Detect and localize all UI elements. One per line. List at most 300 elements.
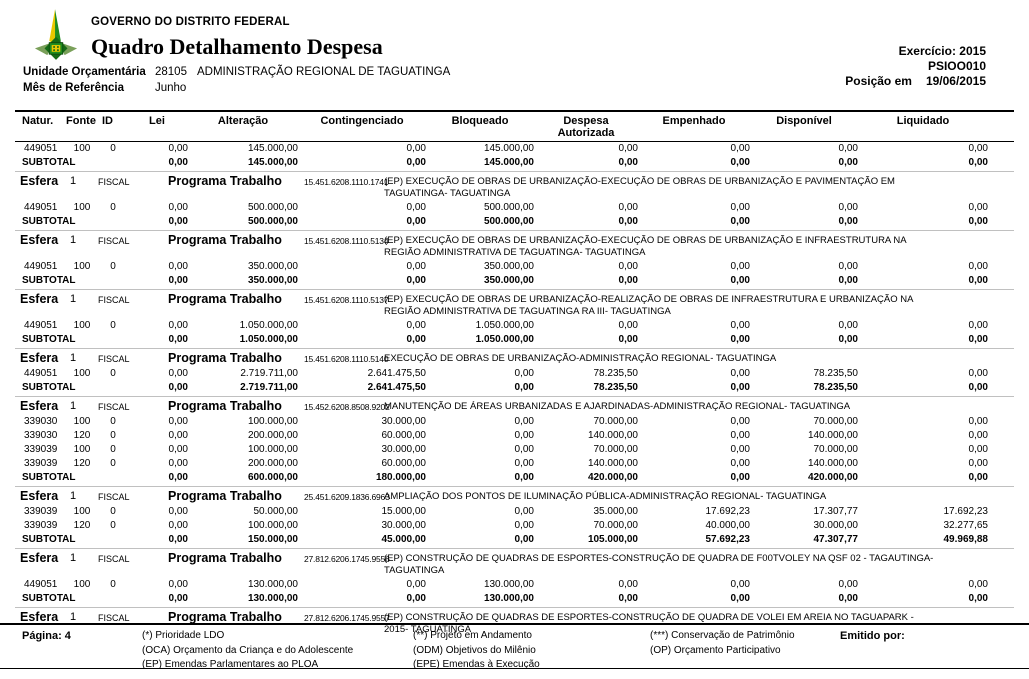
cell-value: 0,00 (838, 216, 858, 228)
col-header-despesa-autorizada: Despesa Autorizada (557, 115, 615, 139)
cell-value: 0,00 (168, 261, 188, 273)
esfera-row (15, 348, 1014, 367)
cell-value: 0,00 (168, 143, 188, 155)
exercicio-value: Exercício: 2015 (898, 44, 986, 58)
table-row (15, 429, 1014, 443)
legend-item: (OP) Orçamento Participativo (650, 644, 781, 656)
table-row (15, 519, 1014, 533)
cell-value: 70.000,00 (813, 416, 858, 428)
subtotal-label: SUBTOTAL (22, 534, 76, 546)
mes-label: Mês de Referência (23, 82, 124, 94)
esfera-type: FISCAL (98, 354, 130, 364)
cell-value: 0,00 (730, 593, 750, 605)
cell-value: 0,00 (968, 472, 988, 484)
cell-value: 0,00 (406, 593, 426, 605)
cell-value: 0,00 (838, 579, 858, 591)
programa-trabalho-description: (EP) EXECUÇÃO DE OBRAS DE URBANIZAÇÃO-REALIZAÇÃO DE OBRAS DE INFRAESTRUTURA E URBANIZAÇÃO NA REGIÃO ADMINISTRATIVA DE TAGUATINGA RA III- TAGUATINGA (384, 294, 913, 317)
programa-trabalho-label: Programa Trabalho (168, 174, 282, 188)
cell-value: 70.000,00 (593, 520, 638, 532)
cell-value: 0,00 (168, 216, 188, 228)
subtotal-row (15, 215, 1014, 229)
cell-value: 0,00 (968, 593, 988, 605)
cell-value: 140.000,00 (587, 458, 638, 470)
cell-value: 140.000,00 (587, 430, 638, 442)
subtotal-label: SUBTOTAL (22, 334, 76, 346)
posicao-value: 19/06/2015 (925, 74, 986, 88)
cell-value: 0,00 (618, 143, 638, 155)
programa-trabalho-description: MANUTENÇÃO DE ÁREAS URBANIZADAS E AJARDINADAS-ADMINISTRAÇÃO REGIONAL- TAGUATINGA (384, 401, 851, 412)
cell-id: 0 (110, 320, 116, 332)
unidade-label: Unidade Orçamentária (23, 66, 146, 78)
cell-value: 0,00 (730, 472, 750, 484)
cell-value: 420.000,00 (587, 472, 638, 484)
esfera-number: 1 (70, 611, 77, 623)
cell-value: 145.000,00 (483, 143, 534, 155)
cell-id: 0 (110, 202, 116, 214)
cell-value: 0,00 (406, 202, 426, 214)
esfera-row (15, 486, 1014, 505)
legend-column-1 (142, 629, 353, 673)
programa-trabalho-label: Programa Trabalho (168, 399, 282, 413)
cell-natur: 449051 (24, 368, 58, 380)
cell-value: 0,00 (968, 320, 988, 332)
legend-column-2 (413, 629, 540, 673)
cell-value: 0,00 (406, 216, 426, 228)
cell-value: 78.235,50 (593, 368, 638, 380)
cell-natur: 449051 (24, 202, 58, 214)
cell-value: 57.692,23 (705, 534, 750, 546)
cell-value: 180.000,00 (375, 472, 426, 484)
programa-trabalho-label: Programa Trabalho (168, 351, 282, 365)
programa-trabalho-label: Programa Trabalho (168, 610, 282, 624)
cell-value: 0,00 (968, 275, 988, 287)
programa-trabalho-code: 25.451.6209.1836.6963 (304, 492, 390, 502)
cell-value: 49.969,88 (943, 534, 988, 546)
cell-fonte: 120 (73, 458, 91, 470)
cell-value: 0,00 (168, 382, 188, 394)
cell-value: 0,00 (514, 458, 534, 470)
unidade-name: ADMINISTRAÇÃO REGIONAL DE TAGUATINGA (197, 66, 451, 78)
cell-value: 0,00 (838, 202, 858, 214)
cell-value: 1.050.000,00 (239, 320, 298, 332)
esfera-label: Esfera (20, 351, 59, 365)
report-header (15, 0, 1014, 112)
subtotal-label: SUBTOTAL (22, 216, 76, 228)
cell-value: 78.235,50 (813, 382, 858, 394)
esfera-row (15, 396, 1014, 415)
esfera-type: FISCAL (98, 554, 130, 564)
programa-trabalho-description: EXECUÇÃO DE OBRAS DE URBANIZAÇÃO-ADMINISTRAÇÃO REGIONAL- TAGUATINGA (384, 353, 777, 364)
cell-value: 0,00 (968, 382, 988, 394)
cell-value: 0,00 (730, 320, 750, 332)
table-header-row (15, 112, 1014, 142)
cell-value: 17.692,23 (943, 506, 988, 518)
gdf-coat-of-arms-icon (33, 8, 79, 62)
cell-value: 0,00 (618, 261, 638, 273)
cell-value: 500.000,00 (483, 216, 534, 228)
subtotal-label: SUBTOTAL (22, 382, 76, 394)
esfera-type: FISCAL (98, 295, 130, 305)
cell-value: 0,00 (168, 444, 188, 456)
esfera-row (15, 548, 1014, 578)
cell-value: 145.000,00 (247, 157, 298, 169)
cell-value: 350.000,00 (247, 275, 298, 287)
programa-trabalho-label: Programa Trabalho (168, 292, 282, 306)
cell-natur: 339039 (24, 444, 58, 456)
cell-id: 0 (110, 143, 116, 155)
cell-value: 47.307,77 (813, 534, 858, 546)
cell-value: 78.235,50 (813, 368, 858, 380)
cell-value: 60.000,00 (381, 430, 426, 442)
subtotal-row (15, 592, 1014, 606)
cell-id: 0 (110, 579, 116, 591)
cell-value: 0,00 (514, 520, 534, 532)
cell-value: 0,00 (168, 430, 188, 442)
cell-value: 0,00 (838, 261, 858, 273)
brand-text (91, 8, 383, 60)
esfera-type: FISCAL (98, 236, 130, 246)
cell-id: 0 (110, 520, 116, 532)
cell-fonte: 100 (73, 506, 91, 518)
cell-id: 0 (110, 261, 116, 273)
cell-value: 2.719.711,00 (240, 382, 298, 394)
cell-value: 0,00 (730, 579, 750, 591)
cell-value: 0,00 (730, 143, 750, 155)
cell-value: 0,00 (838, 143, 858, 155)
cell-value: 70.000,00 (593, 416, 638, 428)
table-body (15, 142, 1014, 637)
cell-value: 0,00 (968, 458, 988, 470)
cell-value: 600.000,00 (247, 472, 298, 484)
cell-natur: 449051 (24, 320, 58, 332)
cell-value: 0,00 (618, 202, 638, 214)
cell-value: 0,00 (168, 320, 188, 332)
cell-value: 350.000,00 (483, 275, 534, 287)
cell-fonte: 100 (73, 320, 91, 332)
cell-value: 0,00 (168, 472, 188, 484)
programa-trabalho-code: 15.451.6208.1110.5140 (304, 354, 389, 364)
pagina-value: 4 (64, 630, 71, 642)
cell-value: 0,00 (838, 320, 858, 332)
cell-fonte: 100 (73, 143, 91, 155)
programa-trabalho-code: 15.452.6208.8508.9202 (304, 402, 390, 412)
cell-value: 0,00 (968, 202, 988, 214)
legend-column-3 (650, 629, 795, 658)
table-row (15, 415, 1014, 429)
col-header-alteracao: Alteração (217, 115, 269, 127)
esfera-label: Esfera (20, 489, 59, 503)
cell-value: 0,00 (514, 416, 534, 428)
cell-value: 0,00 (168, 416, 188, 428)
cell-value: 130.000,00 (247, 593, 298, 605)
esfera-row (15, 230, 1014, 260)
cell-value: 0,00 (838, 275, 858, 287)
cell-value: 0,00 (168, 275, 188, 287)
programa-trabalho-code: 27.812.6206.1745.9557 (304, 613, 390, 623)
cell-natur: 339039 (24, 520, 58, 532)
cell-value: 500.000,00 (247, 202, 298, 214)
cell-value: 15.000,00 (381, 506, 426, 518)
cell-value: 0,00 (968, 261, 988, 273)
cell-value: 0,00 (730, 444, 750, 456)
table-row (15, 578, 1014, 592)
programa-trabalho-description: (EP) EXECUÇÃO DE OBRAS DE URBANIZAÇÃO-EXECUÇÃO DE OBRAS DE URBANIZAÇÃO E PAVIMENTAÇÃO EM TAGUATINGA- TAGUATINGA (384, 176, 895, 199)
subtotal-label: SUBTOTAL (22, 275, 76, 287)
cell-value: 0,00 (618, 216, 638, 228)
table-row (15, 457, 1014, 471)
cell-value: 30.000,00 (381, 416, 426, 428)
cell-value: 0,00 (406, 157, 426, 169)
cell-fonte: 100 (73, 416, 91, 428)
cell-fonte: 100 (73, 202, 91, 214)
cell-value: 0,00 (730, 368, 750, 380)
cell-value: 0,00 (406, 143, 426, 155)
cell-value: 40.000,00 (705, 520, 750, 532)
programa-trabalho-code: 15.451.6208.1110.1741 (304, 177, 389, 187)
cell-value: 2.719.711,00 (240, 368, 298, 380)
report-code: PSIOO010 (927, 59, 986, 73)
cell-value: 0,00 (514, 444, 534, 456)
cell-value: 0,00 (514, 472, 534, 484)
cell-value: 0,00 (618, 334, 638, 346)
legend-item: (**) Projeto em Andamento (413, 630, 532, 641)
posicao-line (845, 74, 986, 89)
cell-value: 30.000,00 (813, 520, 858, 532)
cell-natur: 339039 (24, 506, 58, 518)
cell-value: 0,00 (968, 157, 988, 169)
cell-value: 0,00 (168, 506, 188, 518)
esfera-label: Esfera (20, 292, 59, 306)
cell-natur: 339039 (24, 458, 58, 470)
esfera-number: 1 (70, 490, 77, 502)
cell-value: 0,00 (730, 216, 750, 228)
cell-natur: 339030 (24, 430, 58, 442)
cell-value: 100.000,00 (247, 444, 298, 456)
subtotal-row (15, 156, 1014, 170)
col-header-lei: Lei (149, 115, 165, 127)
cell-value: 1.050.000,00 (239, 334, 298, 346)
esfera-number: 1 (70, 352, 77, 364)
esfera-type: FISCAL (98, 177, 130, 187)
page-title: Quadro Detalhamento Despesa (91, 34, 383, 59)
cell-value: 0,00 (514, 430, 534, 442)
col-header-fonte: Fonte (66, 115, 96, 127)
col-header-liquidado: Liquidado (896, 115, 950, 127)
cell-natur: 339030 (24, 416, 58, 428)
cell-value: 78.235,50 (593, 382, 638, 394)
cell-value: 0,00 (618, 157, 638, 169)
cell-value: 0,00 (514, 382, 534, 394)
legend-item: (***) Conservação de Patrimônio (650, 630, 795, 641)
legend-item: (*) Prioridade LDO (142, 630, 225, 641)
esfera-number: 1 (70, 552, 77, 564)
cell-value: 150.000,00 (247, 534, 298, 546)
header-right-info (845, 44, 986, 89)
col-header-contingenciado: Contingenciado (320, 115, 404, 127)
cell-value: 140.000,00 (807, 458, 858, 470)
legend-item: (OCA) Orçamento da Criança e do Adolescente (142, 644, 354, 656)
legend-item: (ODM) Objetivos do Milênio (413, 644, 536, 656)
cell-value: 0,00 (168, 334, 188, 346)
cell-value: 500.000,00 (483, 202, 534, 214)
programa-trabalho-code: 15.451.6208.1110.5134 (304, 236, 389, 246)
esfera-number: 1 (70, 293, 77, 305)
table-row (15, 142, 1014, 156)
programa-trabalho-description: (EP) EXECUÇÃO DE OBRAS DE URBANIZAÇÃO-EXECUÇÃO DE OBRAS DE URBANIZAÇÃO E INFRAESTRUTURA NA REGIÃO ADMINISTRATIVA DE TAGUATINGA- TAGUATINGA (384, 235, 907, 258)
subtotal-row (15, 471, 1014, 485)
cell-value: 350.000,00 (483, 261, 534, 273)
programa-trabalho-code: 15.451.6208.1110.5137 (304, 295, 389, 305)
col-header-disponivel: Disponível (776, 115, 832, 127)
esfera-type: FISCAL (98, 492, 130, 502)
cell-value: 0,00 (968, 143, 988, 155)
cell-value: 1.050.000,00 (475, 334, 534, 346)
col-header-empenhado: Empenhado (662, 115, 726, 127)
cell-value: 0,00 (968, 368, 988, 380)
cell-value: 140.000,00 (807, 430, 858, 442)
esfera-row (15, 171, 1014, 201)
cell-value: 17.307,77 (813, 506, 858, 518)
esfera-label: Esfera (20, 610, 59, 624)
cell-value: 0,00 (968, 334, 988, 346)
programa-trabalho-code: 27.812.6206.1745.9556 (304, 554, 390, 564)
subtotal-label: SUBTOTAL (22, 472, 76, 484)
esfera-type: FISCAL (98, 402, 130, 412)
col-header-id: ID (102, 115, 113, 127)
cell-value: 0,00 (730, 416, 750, 428)
cell-value: 0,00 (406, 320, 426, 332)
programa-trabalho-label: Programa Trabalho (168, 489, 282, 503)
cell-value: 0,00 (514, 534, 534, 546)
cell-value: 200.000,00 (247, 458, 298, 470)
cell-id: 0 (110, 506, 116, 518)
cell-id: 0 (110, 444, 116, 456)
cell-value: 0,00 (730, 458, 750, 470)
cell-value: 0,00 (168, 579, 188, 591)
cell-value: 130.000,00 (247, 579, 298, 591)
table-row (15, 260, 1014, 274)
cell-value: 145.000,00 (247, 143, 298, 155)
cell-value: 420.000,00 (807, 472, 858, 484)
unidade-code: 28105 (155, 66, 187, 78)
programa-trabalho-label: Programa Trabalho (168, 233, 282, 247)
cell-id: 0 (110, 430, 116, 442)
cell-id: 0 (110, 416, 116, 428)
col-header-natur: Natur. (22, 115, 54, 127)
cell-value: 0,00 (838, 334, 858, 346)
cell-value: 2.641.475,50 (367, 368, 426, 380)
government-name: GOVERNO DO DISTRITO FEDERAL (91, 16, 290, 28)
cell-value: 0,00 (618, 579, 638, 591)
subtotal-label: SUBTOTAL (22, 157, 76, 169)
cell-value: 45.000,00 (381, 534, 426, 546)
report-footer (0, 623, 1029, 669)
cell-value: 0,00 (968, 216, 988, 228)
cell-value: 350.000,00 (247, 261, 298, 273)
cell-value: 1.050.000,00 (475, 320, 534, 332)
cell-value: 35.000,00 (593, 506, 638, 518)
esfera-label: Esfera (20, 174, 59, 188)
cell-value: 100.000,00 (247, 520, 298, 532)
cell-value: 70.000,00 (813, 444, 858, 456)
cell-value: 0,00 (968, 416, 988, 428)
cell-fonte: 100 (73, 368, 91, 380)
cell-value: 30.000,00 (381, 444, 426, 456)
table-row (15, 201, 1014, 215)
esfera-label: Esfera (20, 551, 59, 565)
cell-value: 200.000,00 (247, 430, 298, 442)
cell-value: 100.000,00 (247, 416, 298, 428)
cell-value: 0,00 (838, 157, 858, 169)
cell-value: 0,00 (406, 579, 426, 591)
cell-value: 0,00 (618, 275, 638, 287)
esfera-label: Esfera (20, 233, 59, 247)
table-row (15, 367, 1014, 381)
cell-value: 0,00 (406, 261, 426, 273)
cell-value: 60.000,00 (381, 458, 426, 470)
table-row (15, 319, 1014, 333)
cell-id: 0 (110, 458, 116, 470)
esfera-row (15, 289, 1014, 319)
cell-value: 0,00 (730, 202, 750, 214)
cell-value: 0,00 (730, 382, 750, 394)
col-header-bloqueado: Bloqueado (451, 115, 509, 127)
cell-natur: 449051 (24, 261, 58, 273)
table-row (15, 443, 1014, 457)
cell-value: 0,00 (168, 458, 188, 470)
cell-value: 50.000,00 (253, 506, 298, 518)
esfera-number: 1 (70, 400, 77, 412)
programa-trabalho-label: Programa Trabalho (168, 551, 282, 565)
cell-value: 500.000,00 (247, 216, 298, 228)
emitido-por-label: Emitido por: (840, 630, 905, 642)
mes-value: Junho (155, 82, 187, 94)
cell-value: 17.692,23 (705, 506, 750, 518)
cell-value: 105.000,00 (587, 534, 638, 546)
cell-value: 0,00 (968, 444, 988, 456)
cell-value: 0,00 (514, 506, 534, 518)
cell-fonte: 100 (73, 261, 91, 273)
cell-value: 0,00 (730, 275, 750, 287)
cell-value: 0,00 (406, 334, 426, 346)
cell-value: 0,00 (968, 579, 988, 591)
budget-table (15, 112, 1014, 637)
posicao-label: Posição em (845, 74, 912, 88)
subtotal-row (15, 274, 1014, 288)
cell-value: 145.000,00 (483, 157, 534, 169)
esfera-number: 1 (70, 175, 77, 187)
programa-trabalho-description: (EP) CONSTRUÇÃO DE QUADRAS DE ESPORTES-CONSTRUÇÃO DE QUADRA DE VOLEI EM AREIA NO TAGUAPARK - 2015- TAGUATINGA (384, 612, 914, 635)
programa-trabalho-description: AMPLIAÇÃO DOS PONTOS DE ILUMINAÇÃO PÚBLICA-ADMINISTRAÇÃO REGIONAL- TAGUATINGA (384, 491, 827, 502)
cell-value: 0,00 (730, 430, 750, 442)
cell-value: 0,00 (730, 334, 750, 346)
cell-value: 0,00 (838, 593, 858, 605)
cell-value: 0,00 (514, 368, 534, 380)
pagina-label: Página: (22, 630, 62, 642)
cell-value: 0,00 (618, 320, 638, 332)
cell-fonte: 100 (73, 579, 91, 591)
esfera-number: 1 (70, 234, 77, 246)
cell-value: 30.000,00 (381, 520, 426, 532)
cell-value: 0,00 (406, 275, 426, 287)
esfera-type: FISCAL (98, 613, 130, 623)
cell-value: 0,00 (968, 430, 988, 442)
cell-value: 0,00 (730, 157, 750, 169)
esfera-label: Esfera (20, 399, 59, 413)
subtotal-row (15, 381, 1014, 395)
cell-fonte: 120 (73, 430, 91, 442)
programa-trabalho-description: (EP) CONSTRUÇÃO DE QUADRAS DE ESPORTES-CONSTRUÇÃO DE QUADRA DE F00TVOLEY NA QSF 02 - TAGAUTINGA- TAGUATINGA (384, 553, 934, 576)
